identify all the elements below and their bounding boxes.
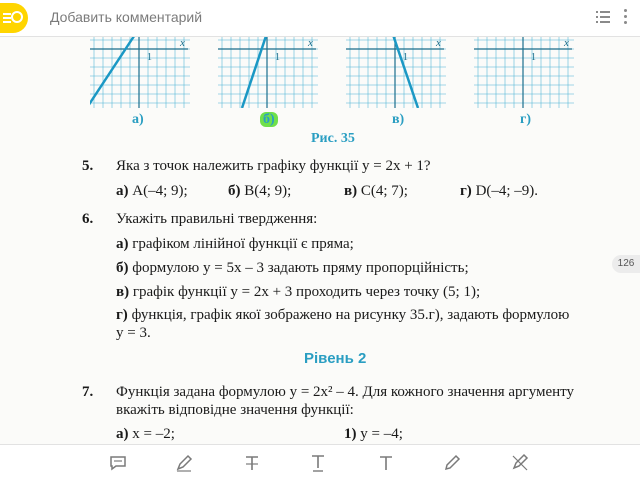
strikethrough-text-icon[interactable]: [242, 453, 262, 473]
pen-tool-icon[interactable]: [174, 453, 194, 473]
task6-statement-d-cont: y = 3.: [116, 325, 151, 341]
option-text: D(–4; –9).: [475, 183, 539, 199]
task5-number: 5.: [82, 158, 94, 174]
x-axis-label: x: [564, 37, 569, 49]
underline-text-icon[interactable]: [308, 453, 328, 473]
option-text: x = –2;: [132, 426, 175, 442]
comment-tool-icon[interactable]: [108, 453, 128, 473]
graph-label-b: б): [260, 112, 278, 127]
option-key: в): [344, 183, 358, 199]
level-heading: Рівень 2: [304, 350, 367, 367]
option-text: графіком лінійної функції є пряма;: [132, 236, 354, 252]
x-axis-label: x: [180, 37, 185, 49]
option-key: а): [116, 426, 129, 442]
task6-statement-d: [116, 307, 569, 324]
option-key: б): [116, 260, 129, 276]
option-key: б): [228, 183, 241, 199]
comments-menu-button[interactable]: [0, 3, 28, 33]
top-bar: [0, 0, 640, 37]
page-number-badge[interactable]: 126: [612, 255, 640, 273]
more-vertical-icon[interactable]: [624, 9, 628, 27]
task5-option-a: [116, 183, 188, 200]
add-comment-title[interactable]: Добавить комментарий: [50, 9, 203, 25]
task5-option-b: [228, 183, 291, 200]
task7-arg-a: [116, 426, 175, 443]
tick-label: 1: [275, 52, 280, 63]
task7-line2: вкажіть відповідне значення функції:: [116, 402, 354, 418]
x-axis-label: x: [436, 37, 441, 49]
comment-bubble-icon: [11, 11, 23, 23]
tick-label: 1: [531, 52, 536, 63]
text-tool-icon[interactable]: [376, 453, 396, 473]
eraser-tool-icon[interactable]: [510, 453, 530, 473]
task6-statement-a: [116, 236, 354, 253]
option-key: в): [116, 284, 130, 300]
task5-option-d: [460, 183, 538, 200]
task7-result-1: [344, 426, 403, 443]
task5-option-c: [344, 183, 408, 200]
task6-statement-c: [116, 284, 480, 301]
option-text: B(4; 9);: [244, 183, 292, 199]
graph-label-a: а): [132, 112, 144, 127]
option-text: графік функції y = 2x + 3 проходить через точку (5; 1);: [132, 284, 481, 300]
task7-line1: Функція задана формулою y = 2x² – 4. Для кожного значення аргументу: [116, 384, 575, 400]
option-text: y = –4;: [360, 426, 403, 442]
option-text: A(–4; 9);: [132, 183, 188, 199]
task5-question: Яка з точок належить графіку функції y = 2x + 1?: [116, 158, 431, 174]
option-text: функція, графік якої зображено на рисунку 35.г), задають формулою: [131, 307, 570, 323]
menu-icon: [3, 13, 11, 23]
option-key: 1): [344, 426, 357, 442]
figure-caption: Рис. 35: [311, 131, 355, 146]
tick-label: 1: [403, 52, 408, 63]
task6-number: 6.: [82, 211, 94, 227]
option-key: г): [116, 307, 128, 323]
graph-label-b-highlighted: [260, 112, 278, 128]
list-icon[interactable]: [596, 10, 610, 24]
task6-statement-b: [116, 260, 469, 277]
option-key: а): [116, 236, 129, 252]
option-text: формулою y = 5x – 3 задають пряму пропорційність;: [132, 260, 469, 276]
task6-question: Укажіть правильні твердження:: [116, 211, 318, 227]
option-key: г): [460, 183, 472, 199]
tick-label: 1: [147, 52, 152, 63]
option-text: C(4; 7);: [360, 183, 408, 199]
x-axis-label: x: [308, 37, 313, 49]
graph-label-c: в): [392, 112, 405, 127]
graph-label-d: г): [520, 112, 532, 127]
pencil-tool-icon[interactable]: [442, 453, 462, 473]
option-key: а): [116, 183, 129, 199]
task7-number: 7.: [82, 384, 94, 400]
annotation-toolbar: [0, 444, 640, 481]
